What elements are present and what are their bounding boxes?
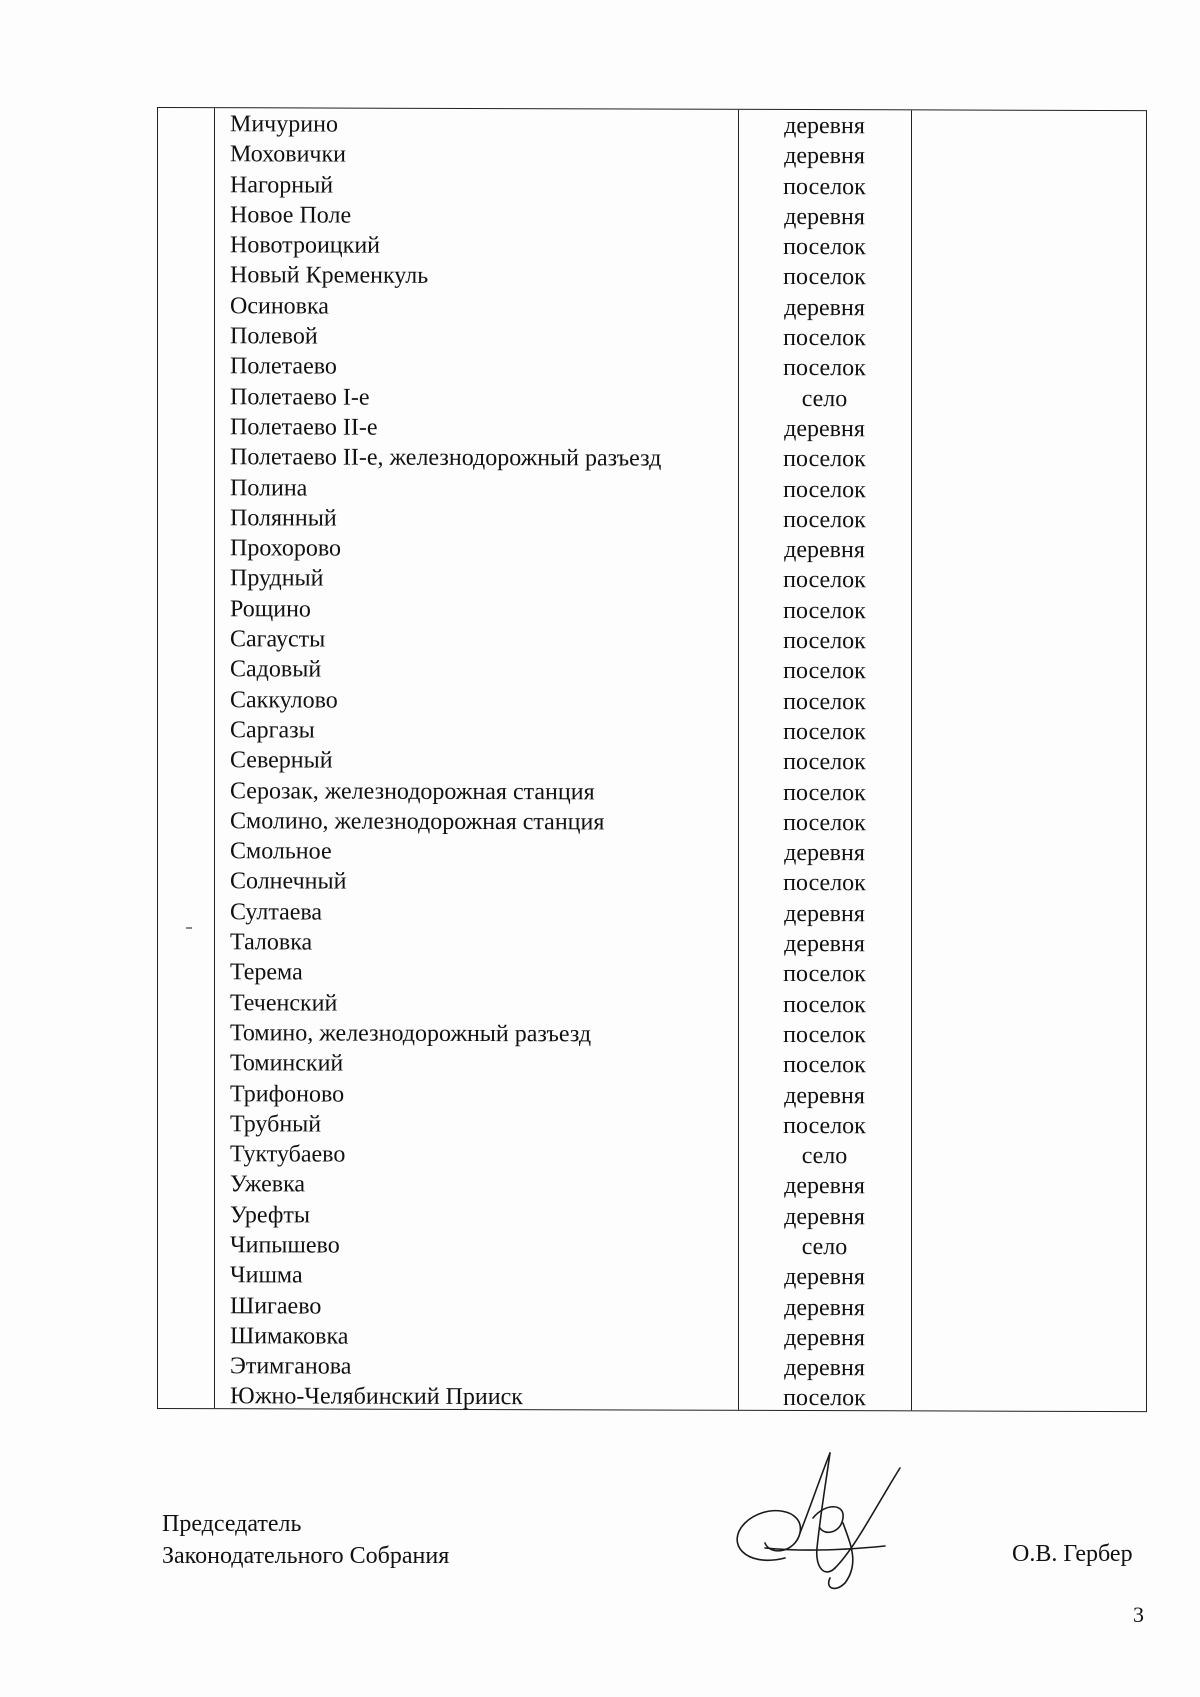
table-row: [158, 1351, 1146, 1384]
table-row: [158, 957, 1146, 990]
settlement-name: Чишма: [230, 1262, 303, 1289]
table-row: [158, 836, 1146, 869]
settlement-type: поселок: [783, 809, 866, 837]
settlement-name: Томино, железнодорожный разъезд: [230, 1020, 592, 1048]
table-row: [158, 897, 1146, 930]
settlement-name: Новотроицкий: [230, 232, 380, 259]
settlement-type: поселок: [783, 870, 866, 897]
settlement-type: село: [801, 385, 848, 412]
settlement-type: деревня: [784, 1324, 865, 1352]
table-row: [158, 109, 1146, 142]
settlement-name: Таловка: [230, 929, 313, 956]
table-row: [158, 473, 1146, 506]
settlement-type: деревня: [784, 930, 865, 958]
settlement-type: село: [801, 1234, 848, 1261]
settlement-name: Полетаево: [230, 353, 337, 380]
settlements-table: [157, 107, 1147, 1412]
settlement-name: Полевой: [230, 323, 318, 350]
settlement-name: Мичурино: [230, 111, 338, 138]
table-row: [158, 260, 1146, 293]
settlement-name: Султаева: [230, 898, 323, 926]
table-body: [158, 109, 1146, 1415]
table-row: [158, 1291, 1146, 1324]
settlement-name: Шимаковка: [230, 1323, 349, 1350]
table-row: [158, 412, 1146, 445]
settlement-name: Южно-Челябинский Прииск: [230, 1383, 523, 1411]
settlement-name: Новое Поле: [230, 202, 352, 229]
settlement-type: поселок: [783, 173, 866, 200]
table-row: [158, 351, 1146, 384]
signatory-name: О.В. Гербер: [1012, 1541, 1133, 1567]
settlement-name: Чипышево: [230, 1232, 340, 1259]
table-row: [158, 321, 1146, 354]
settlement-name: Трифоново: [230, 1080, 345, 1108]
settlement-name: Урефты: [230, 1201, 310, 1229]
settlement-type: поселок: [783, 234, 866, 261]
table-row: [158, 1018, 1146, 1051]
table-row: [158, 624, 1146, 657]
table-row: [158, 442, 1146, 475]
settlement-type: поселок: [783, 325, 866, 352]
settlement-type: поселок: [783, 597, 866, 624]
handwritten-signature: [725, 1448, 925, 1598]
settlement-name: Полетаево I-е: [230, 383, 370, 411]
table-row: [158, 1048, 1146, 1081]
settlement-name: Смольное: [230, 838, 332, 865]
position-line-1: Председатель: [162, 1511, 302, 1537]
settlement-type: деревня: [784, 1173, 865, 1200]
settlement-type: поселок: [783, 1021, 866, 1049]
settlement-name: Прудный: [230, 565, 324, 592]
settlement-name: Новый Кременкуль: [230, 262, 429, 290]
settlement-type: деревня: [784, 143, 865, 170]
table-row: [158, 563, 1146, 596]
settlement-type: поселок: [783, 506, 866, 534]
settlement-type: поселок: [783, 658, 866, 685]
table-row: [158, 1321, 1146, 1354]
settlement-name: Смолино, железнодорожная станция: [230, 808, 605, 836]
settlement-name: Теченский: [230, 989, 338, 1017]
settlement-name: Северный: [230, 747, 333, 774]
table-row: [158, 654, 1146, 687]
table-row: [158, 382, 1146, 415]
settlement-name: Серозак, железнодорожная станция: [230, 777, 595, 805]
settlement-name: Садовый: [230, 656, 322, 683]
table-row: [158, 806, 1146, 839]
settlement-name: Шигаево: [230, 1292, 322, 1320]
settlement-name: Полянный: [230, 505, 337, 532]
settlement-name: Ужевка: [230, 1171, 306, 1198]
settlement-name: Саргазы: [230, 717, 315, 744]
table-row: [158, 200, 1146, 233]
table-row: [158, 866, 1146, 899]
settlement-type: деревня: [784, 112, 865, 140]
settlement-type: поселок: [783, 1052, 866, 1079]
table-row: [158, 291, 1146, 324]
settlement-name: Полетаево II-е: [230, 414, 378, 441]
settlement-type: поселок: [783, 961, 866, 988]
table-row: [158, 1230, 1146, 1263]
settlement-name: Терема: [230, 959, 303, 986]
settlement-type: поселок: [783, 1385, 866, 1412]
settlement-name: Трубный: [230, 1111, 322, 1138]
settlement-type: поселок: [783, 446, 866, 473]
settlement-type: деревня: [784, 537, 865, 564]
settlement-name: Томинский: [230, 1050, 344, 1077]
settlement-type: поселок: [783, 718, 866, 746]
table-row: [158, 230, 1146, 263]
table-row: [158, 988, 1146, 1021]
scan-artifact: [186, 927, 192, 929]
settlement-type: деревня: [784, 1203, 865, 1230]
table-row: [158, 1079, 1146, 1112]
table-row: [158, 1139, 1146, 1172]
settlement-name: Моховички: [230, 141, 346, 168]
table-row: [158, 685, 1146, 718]
settlement-name: Прохорово: [230, 535, 341, 562]
settlement-name: Сагаусты: [230, 626, 326, 653]
settlement-type: деревня: [784, 294, 865, 322]
settlement-type: деревня: [784, 1264, 865, 1291]
settlement-name: Осиновка: [230, 293, 329, 320]
table-row: [158, 594, 1146, 627]
settlement-type: поселок: [783, 1112, 866, 1140]
settlement-type: деревня: [784, 1355, 865, 1382]
settlement-name: Солнечный: [230, 868, 347, 896]
table-row: [158, 503, 1146, 536]
signatory-position: [162, 1508, 449, 1572]
table-row: [158, 1200, 1146, 1233]
settlement-name: Саккулово: [230, 686, 338, 714]
settlement-type: поселок: [783, 355, 866, 382]
table-row: [158, 1260, 1146, 1293]
settlement-type: деревня: [784, 900, 865, 927]
page-number: 3: [1133, 1602, 1144, 1627]
settlement-type: поселок: [783, 749, 866, 776]
settlement-type: деревня: [784, 1294, 865, 1321]
table-row: [158, 745, 1146, 778]
settlement-type: поселок: [783, 567, 866, 594]
settlement-type: поселок: [783, 476, 866, 503]
table-row: [158, 1381, 1146, 1414]
table-row: [158, 533, 1146, 566]
settlement-name: Полина: [230, 474, 308, 502]
table-row: [158, 715, 1146, 748]
settlement-type: поселок: [783, 264, 866, 291]
settlement-type: деревня: [784, 1082, 865, 1109]
table-row: [158, 927, 1146, 960]
settlement-name: Полетаево II-е, железнодорожный разъезд: [230, 444, 662, 472]
settlement-name: Туктубаево: [230, 1141, 346, 1168]
settlement-type: село: [801, 1143, 848, 1170]
table-row: [158, 1169, 1146, 1202]
settlement-type: поселок: [783, 991, 866, 1018]
settlement-type: поселок: [783, 688, 866, 715]
settlement-type: поселок: [783, 628, 866, 655]
settlement-type: поселок: [783, 779, 866, 806]
settlement-type: деревня: [784, 203, 865, 231]
settlement-name: Рощино: [230, 595, 311, 623]
settlement-name: Нагорный: [230, 171, 334, 199]
table-row: [158, 139, 1146, 172]
table-row: [158, 776, 1146, 809]
table-row: [158, 1109, 1146, 1142]
position-line-2: Законодательного Собрания: [162, 1543, 450, 1569]
settlement-type: деревня: [784, 415, 865, 443]
settlement-type: деревня: [784, 840, 865, 867]
settlement-name: Этимганова: [230, 1353, 352, 1380]
table-row: [158, 170, 1146, 203]
